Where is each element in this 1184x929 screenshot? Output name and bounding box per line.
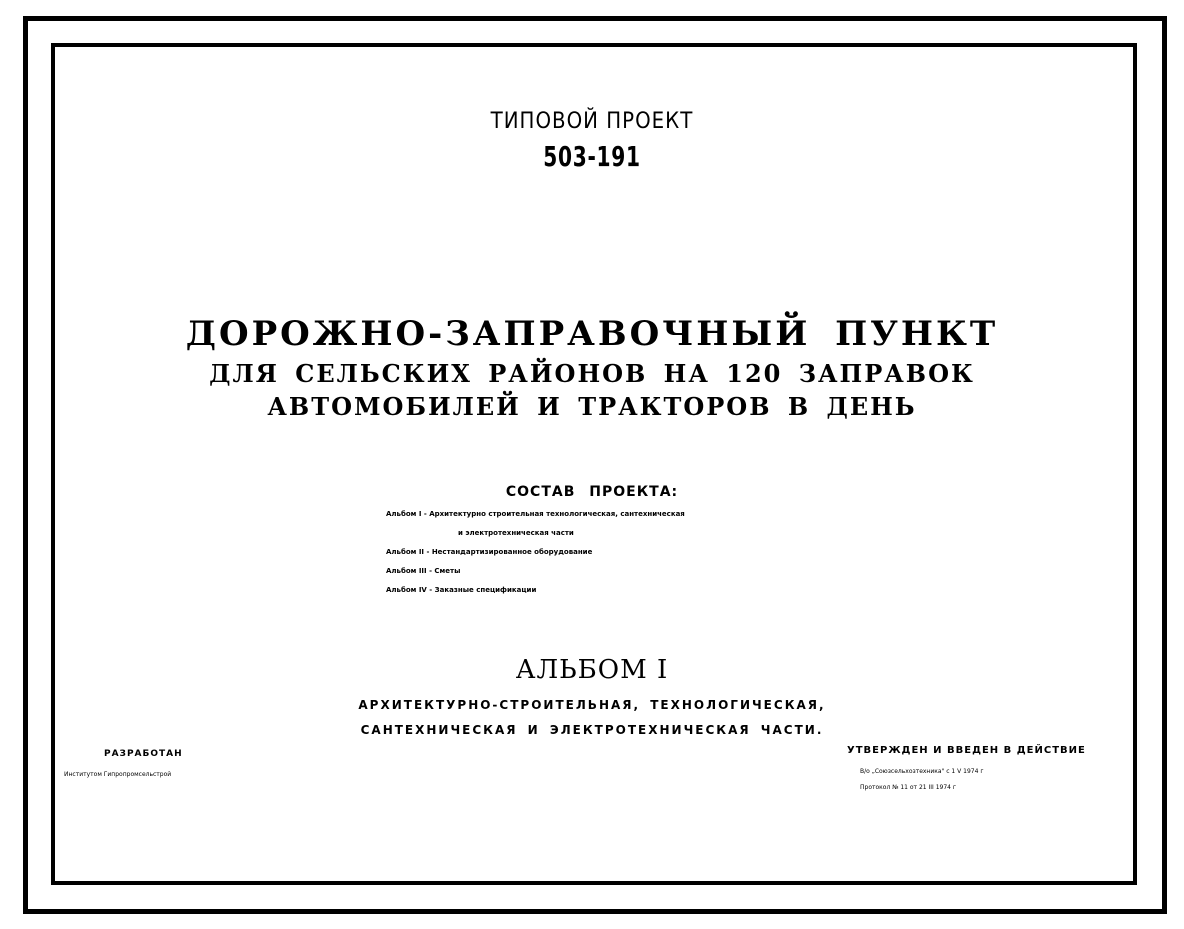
project-number: 503-191: [543, 140, 641, 173]
composition-item: Альбом IV - Заказные спецификации: [386, 586, 537, 594]
composition-item: и электротехническая части: [458, 529, 574, 537]
album-title: АЛЬБОМ I: [515, 655, 669, 685]
approval-authority: В/о „Союзсельхозтехника" с 1 V 1974 г: [860, 768, 984, 775]
album-description-line-1: АРХИТЕКТУРНО-СТРОИТЕЛЬНАЯ, ТЕХНОЛОГИЧЕСКАЯ,: [358, 698, 826, 712]
approval-label: УТВЕРЖДЕН И ВВЕДЕН В ДЕЙСТВИЕ: [847, 745, 1086, 756]
album-description-line-2: САНТЕХНИЧЕСКАЯ И ЭЛЕКТРОТЕХНИЧЕСКАЯ ЧАСТИ.: [360, 723, 824, 737]
document-subtitle-line-1: ДЛЯ СЕЛЬСКИХ РАЙОНОВ НА 120 ЗАПРАВОК: [209, 359, 975, 388]
typical-project-label: ТИПОВОЙ ПРОЕКТ: [490, 109, 694, 134]
composition-item: Альбом II - Нестандартизированное оборудование: [386, 548, 593, 556]
composition-item: Альбом III - Сметы: [386, 567, 461, 575]
document-title: ДОРОЖНО-ЗАПРАВОЧНЫЙ ПУНКТ: [185, 314, 999, 354]
approval-protocol: Протокол № 11 от 21 III 1974 г: [860, 784, 957, 791]
developer-label: РАЗРАБОТАН: [104, 749, 183, 759]
composition-item: Альбом I - Архитектурно строительная технологическая, сантехническая: [386, 510, 685, 518]
developer-organization: Институтом Гипропромсельстрой: [64, 771, 172, 778]
composition-heading: СОСТАВ ПРОЕКТА:: [505, 484, 679, 500]
composition-list: [386, 511, 826, 606]
document-subtitle-line-2: АВТОМОБИЛЕЙ И ТРАКТОРОВ В ДЕНЬ: [267, 392, 917, 421]
